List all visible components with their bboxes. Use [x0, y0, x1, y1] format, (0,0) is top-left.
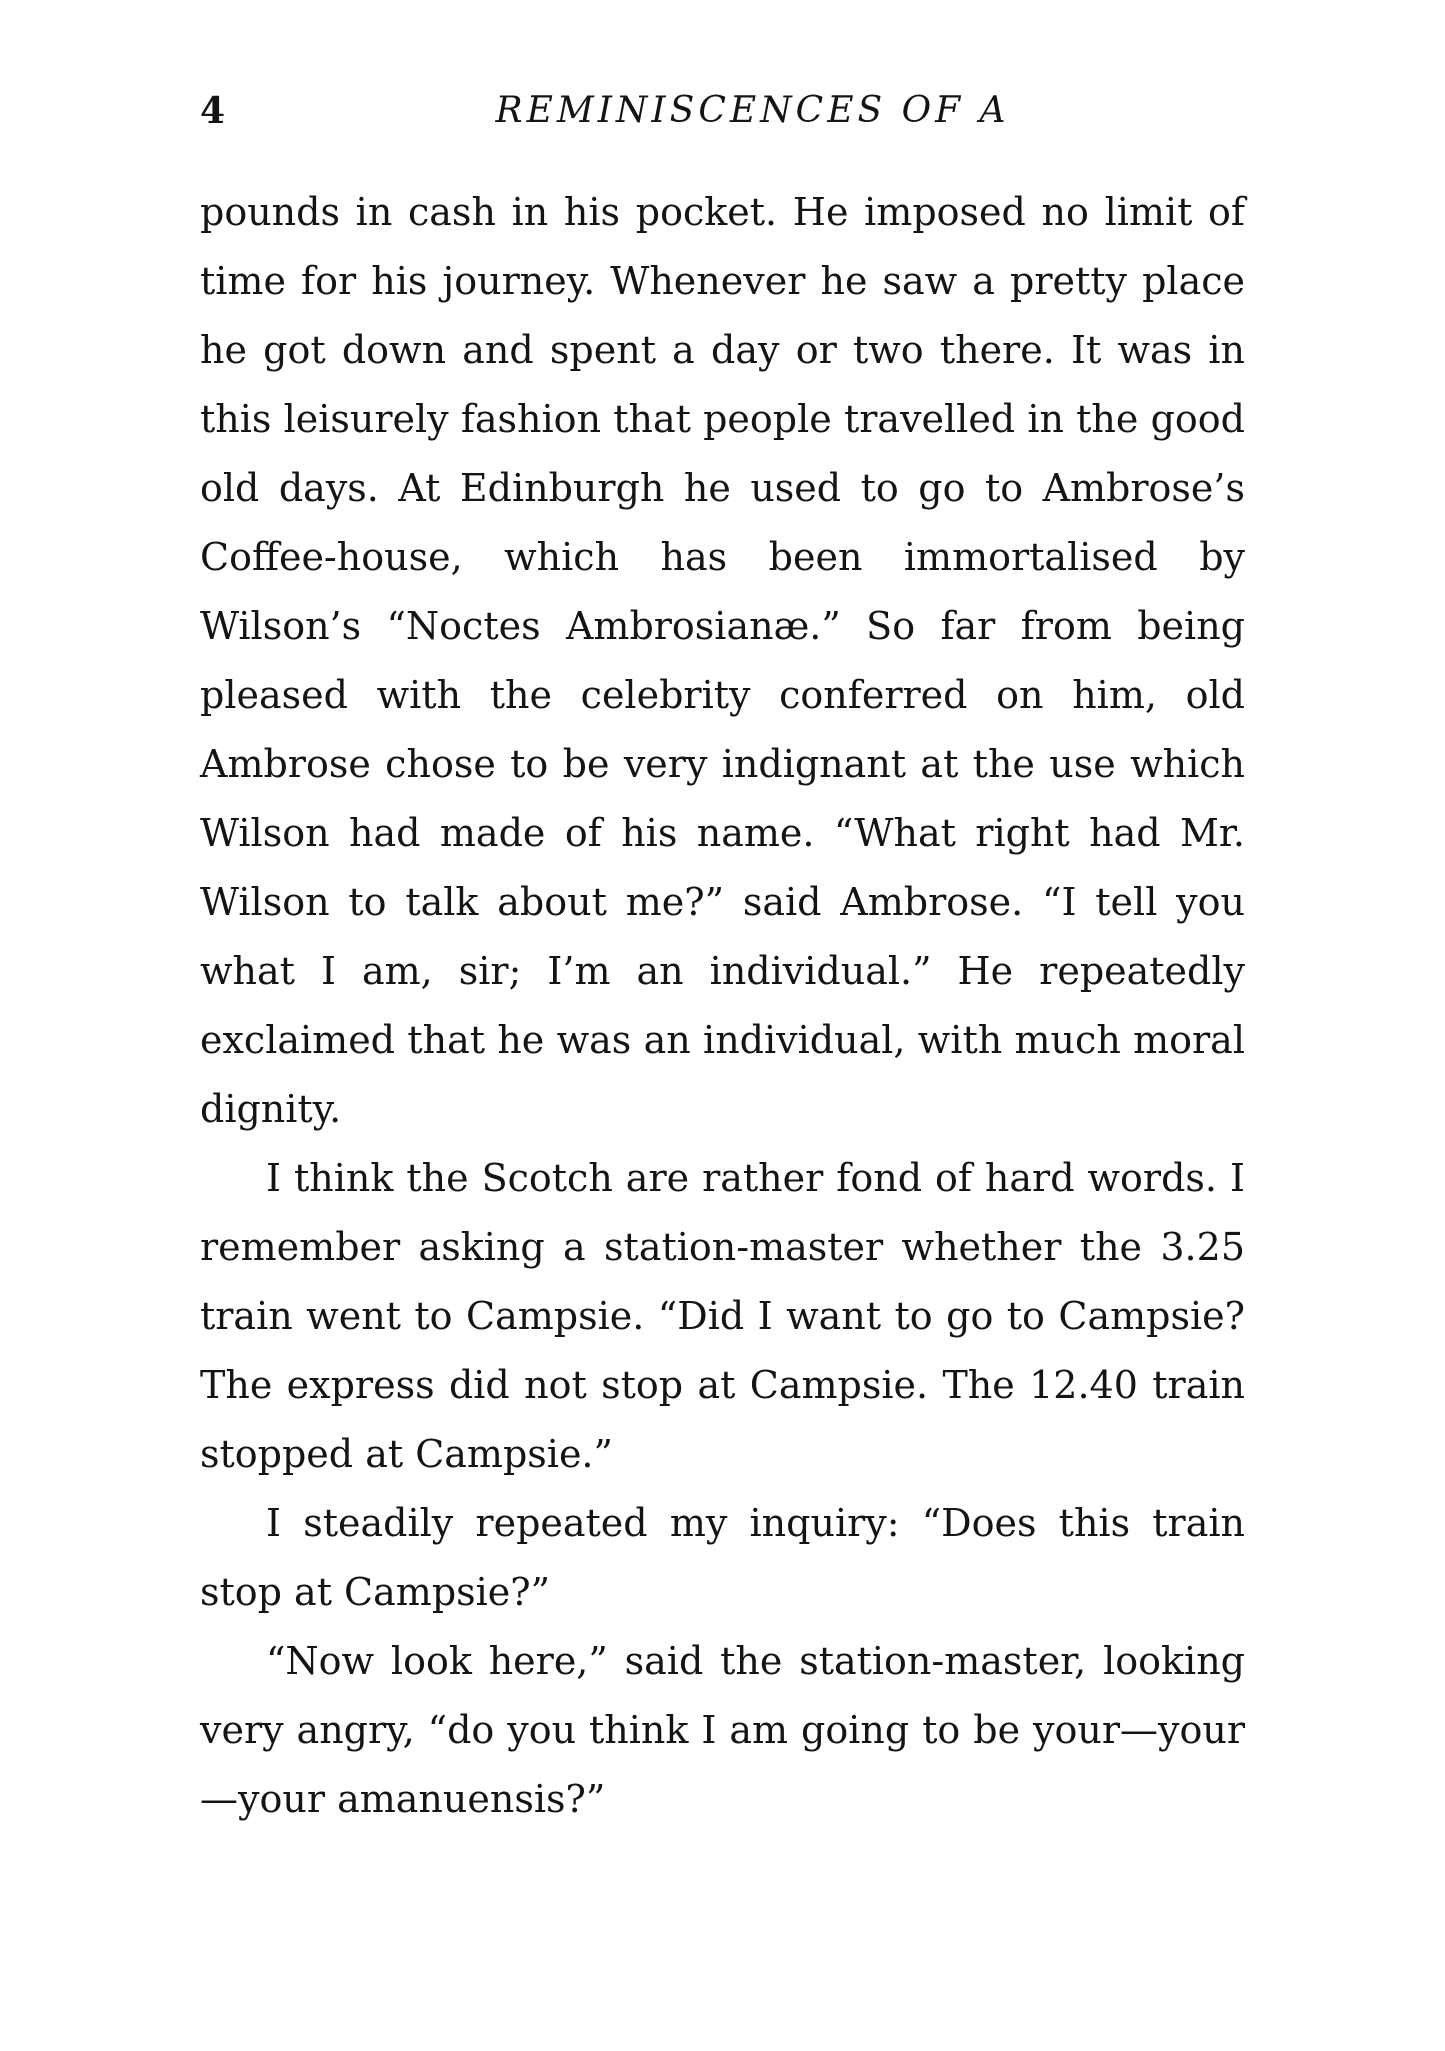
body-text	[200, 178, 1245, 1834]
running-head	[200, 90, 1245, 140]
paragraph-repeated-inquiry: I steadily repeated my inquiry: “Does this train stop at Campsie?”	[200, 1501, 1245, 1614]
page-number: 4	[200, 90, 226, 132]
paragraph-continued: pounds in cash in his pocket. He imposed no limit of time for his journey. Whenever he saw a pretty place he got down and spent a day or two there. It was in this leisurely fashion that people travelled in the good old days. At Edinburgh he used to go to Ambrose’s Coffee-house, which has been immortalised by Wilson’s “Noctes Ambrosianæ.” So far from being pleased with the celebrity conferred on him, old Ambrose chose to be very indignant at the use which Wilson had made of his name. “What right had Mr. Wilson to talk about me?” said Ambrose. “I tell you what I am, sir; I’m an individual.” He repeatedly exclaimed that he was an individual, with much moral dignity.	[200, 190, 1245, 1131]
paragraph-scotch-hard-words: I think the Scotch are rather fond of hard words. I remember asking a station-master whether the 3.25 train went to Campsie. “Did I want to go to Campsie? The express did not stop at Campsie. The 12.40 train stopped at Campsie.”	[200, 1156, 1245, 1476]
running-title: REMINISCENCES OF A	[495, 90, 1010, 131]
paragraph-station-master-reply: “Now look here,” said the station-master, looking very angry, “do you think I am going to be your—your—your amanuensis?”	[200, 1639, 1245, 1821]
